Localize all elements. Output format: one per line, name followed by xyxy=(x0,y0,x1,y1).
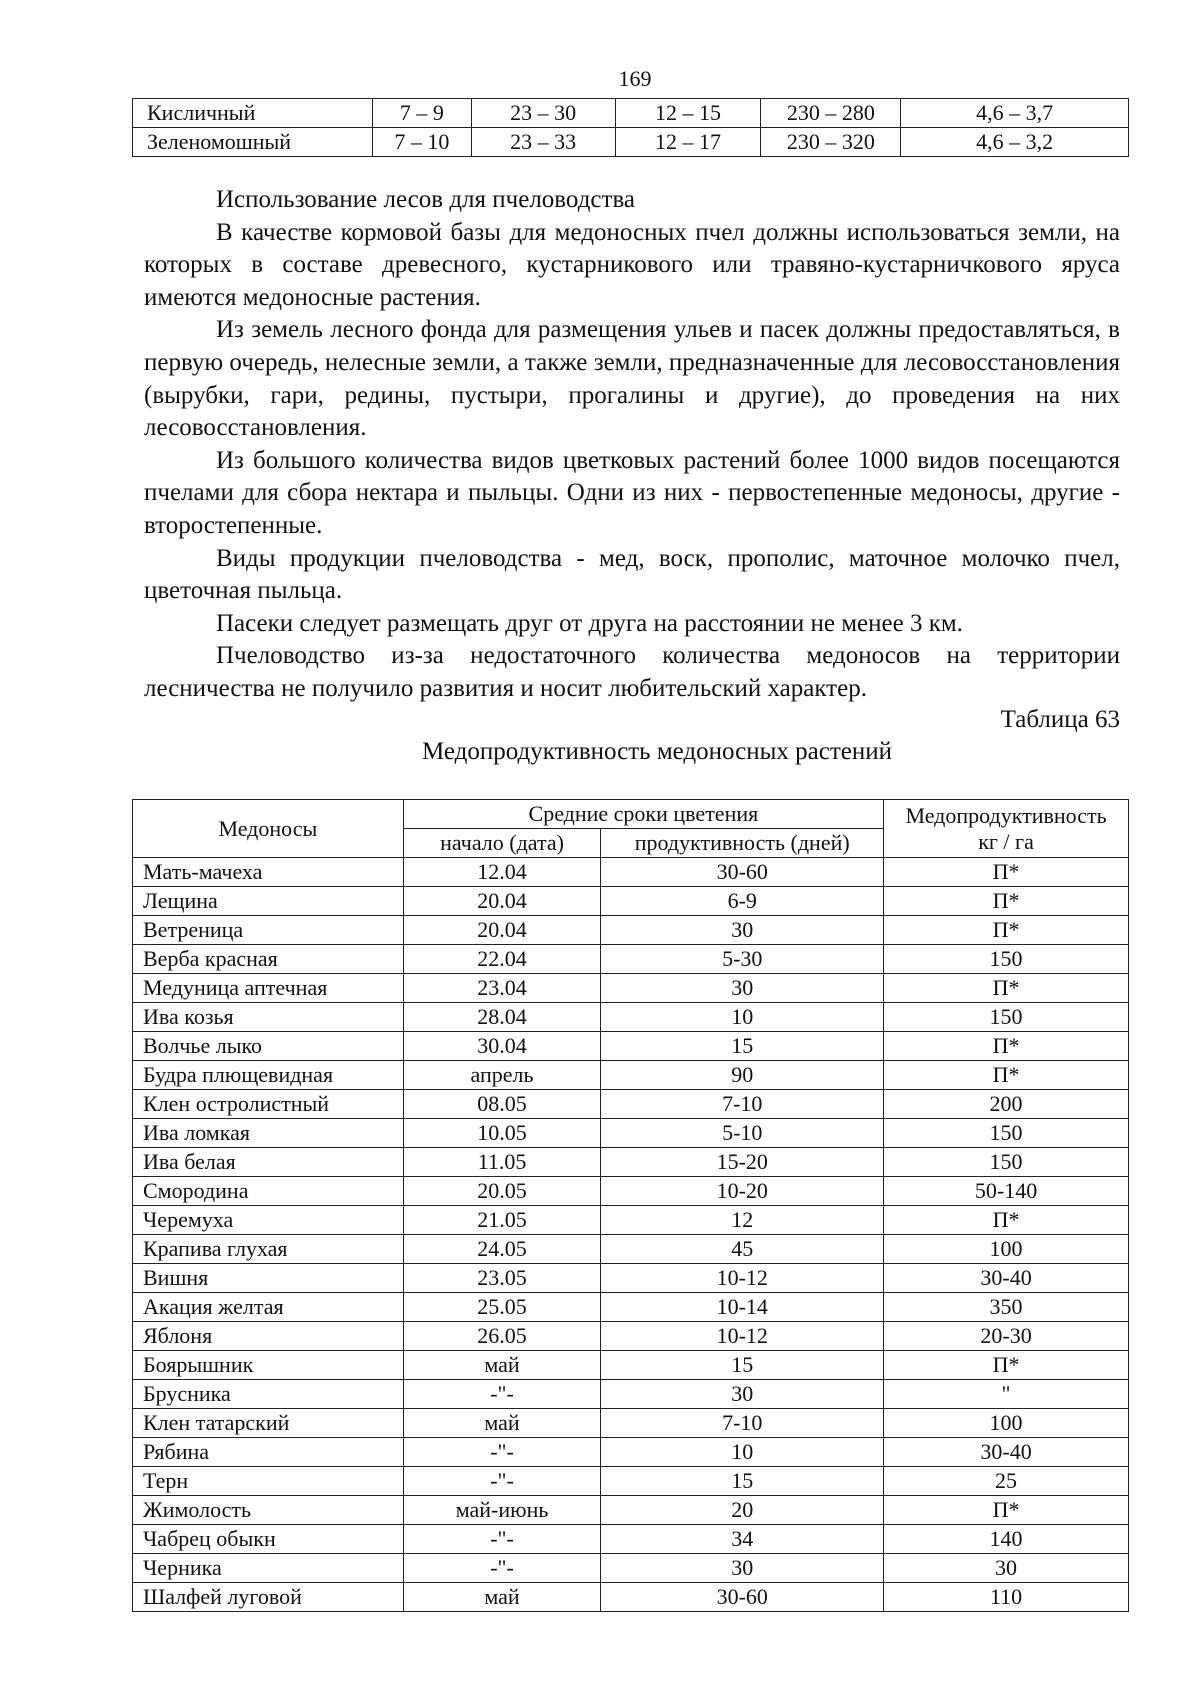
header-plants: Медоносы xyxy=(133,800,404,858)
table-cell: 30.04 xyxy=(403,1032,601,1061)
table-cell: 24.05 xyxy=(403,1235,601,1264)
table-cell: 12.04 xyxy=(403,858,601,887)
table-cell: П* xyxy=(884,1061,1129,1090)
table-cell: 7-10 xyxy=(601,1090,884,1119)
page-number: 169 xyxy=(618,66,652,91)
table-cell: 21.05 xyxy=(403,1206,601,1235)
table-cell: П* xyxy=(884,916,1129,945)
table-cell: 45 xyxy=(601,1235,884,1264)
header-start: начало (дата) xyxy=(403,829,601,858)
table-cell: 30 xyxy=(601,974,884,1003)
plant-name-cell: Ветреница xyxy=(133,916,404,945)
table-title: Медопродуктивность медоносных растений xyxy=(421,738,893,765)
plant-name-cell: Мать-мачеха xyxy=(133,858,404,887)
table-cell: 150 xyxy=(884,1119,1129,1148)
plant-name-cell: Ива белая xyxy=(133,1148,404,1177)
table-cell: 230 – 280 xyxy=(761,99,901,128)
table-cell: 20.04 xyxy=(403,887,601,916)
plant-name-cell: Брусника xyxy=(133,1380,404,1409)
plant-name-cell: Чабрец обыкн xyxy=(133,1525,404,1554)
table-row xyxy=(133,916,1129,945)
table-row xyxy=(133,1496,1129,1525)
table-cell: 7 – 10 xyxy=(372,128,471,157)
table-cell: 30-60 xyxy=(601,858,884,887)
table-row xyxy=(133,1583,1129,1612)
table-row xyxy=(133,887,1129,916)
table-cell: 15 xyxy=(601,1467,884,1496)
table-cell: 150 xyxy=(884,1003,1129,1032)
table-cell: 11.05 xyxy=(403,1148,601,1177)
table-cell: 23 – 30 xyxy=(471,99,615,128)
paragraph: Пчеловодство из-за недостаточного количества медоносов на территории лесничества не получило развития и носит любительский характер. xyxy=(144,642,1120,702)
table-cell: 30-60 xyxy=(601,1583,884,1612)
plant-name-cell: Верба красная xyxy=(133,945,404,974)
table-cell: 34 xyxy=(601,1525,884,1554)
table-cell: 110 xyxy=(884,1583,1129,1612)
table-cell: 22.04 xyxy=(403,945,601,974)
table-cell: 100 xyxy=(884,1409,1129,1438)
table-row xyxy=(133,1032,1129,1061)
table-row xyxy=(133,1409,1129,1438)
plant-name-cell: Ива козья xyxy=(133,1003,404,1032)
table-cell: 30 xyxy=(601,1380,884,1409)
table-row xyxy=(133,1119,1129,1148)
table-cell: май xyxy=(403,1583,601,1612)
table-cell: 10 xyxy=(601,1003,884,1032)
table-cell: 25.05 xyxy=(403,1293,601,1322)
plant-name-cell: Будра плющевидная xyxy=(133,1061,404,1090)
table-cell: 10-12 xyxy=(601,1322,884,1351)
table-cell: 23.04 xyxy=(403,974,601,1003)
plant-name-cell: Рябина xyxy=(133,1438,404,1467)
table-row xyxy=(133,128,1129,157)
plant-name-cell: Черника xyxy=(133,1554,404,1583)
table-cell: 20-30 xyxy=(884,1322,1129,1351)
table-cell: 5-30 xyxy=(601,945,884,974)
table-cell: 4,6 – 3,7 xyxy=(901,99,1129,128)
table-row xyxy=(133,1525,1129,1554)
table-row xyxy=(133,1293,1129,1322)
table-row xyxy=(133,1438,1129,1467)
plant-name-cell: Медуница аптечная xyxy=(133,974,404,1003)
table-cell: 230 – 320 xyxy=(761,128,901,157)
plant-name-cell: Черемуха xyxy=(133,1206,404,1235)
table-cell: П* xyxy=(884,887,1129,916)
table-row xyxy=(133,858,1129,887)
header-productivity-line2: кг / га xyxy=(978,828,1034,854)
paragraph: Пасеки следует размещать друг от друга на расстоянии не менее 3 км. xyxy=(216,609,963,637)
header-row xyxy=(133,800,1129,829)
plant-name-cell: Крапива глухая xyxy=(133,1235,404,1264)
table-cell: 10 xyxy=(601,1438,884,1467)
paragraph: Виды продукции пчеловодства - мед, воск, прополис, маточное молочко пчел, цветочная пыльца. xyxy=(144,544,1120,605)
top-table xyxy=(132,98,1129,157)
table-cell: 7-10 xyxy=(601,1409,884,1438)
table-cell: -"- xyxy=(403,1467,601,1496)
table-cell: 30-40 xyxy=(884,1438,1129,1467)
plant-name-cell: Волчье лыко xyxy=(133,1032,404,1061)
table-cell: 23 – 33 xyxy=(471,128,615,157)
table-row xyxy=(133,1467,1129,1496)
table-cell: 10-12 xyxy=(601,1264,884,1293)
table-cell: 350 xyxy=(884,1293,1129,1322)
table-row xyxy=(133,99,1129,128)
table-cell: 08.05 xyxy=(403,1090,601,1119)
table-cell: 150 xyxy=(884,1148,1129,1177)
plant-name-cell: Смородина xyxy=(133,1177,404,1206)
honey-plants-table xyxy=(132,799,1129,1612)
table-row xyxy=(133,1061,1129,1090)
table-cell: Зеленомошный xyxy=(133,128,373,157)
table-cell: 30 xyxy=(601,916,884,945)
table-row xyxy=(133,1148,1129,1177)
table-cell: 26.05 xyxy=(403,1322,601,1351)
table-cell: 10.05 xyxy=(403,1119,601,1148)
plant-name-cell: Акация желтая xyxy=(133,1293,404,1322)
table-cell: П* xyxy=(884,1032,1129,1061)
table-row xyxy=(133,1554,1129,1583)
table-cell: 5-10 xyxy=(601,1119,884,1148)
table-cell: 12 – 17 xyxy=(615,128,761,157)
table-cell: 30-40 xyxy=(884,1264,1129,1293)
table-row xyxy=(133,974,1129,1003)
table-cell: П* xyxy=(884,974,1129,1003)
table-cell: 4,6 – 3,2 xyxy=(901,128,1129,157)
table-cell: 140 xyxy=(884,1525,1129,1554)
plant-name-cell: Лещина xyxy=(133,887,404,916)
table-cell: 12 – 15 xyxy=(615,99,761,128)
table-row xyxy=(133,1322,1129,1351)
header-duration: продуктивность (дней) xyxy=(601,829,884,858)
body-text xyxy=(144,184,1120,706)
section-heading: Использование лесов для пчеловодства xyxy=(216,186,636,213)
table-cell: 20.05 xyxy=(403,1177,601,1206)
table-cell: май-июнь xyxy=(403,1496,601,1525)
header-productivity xyxy=(884,800,1129,858)
plant-name-cell: Клен остролистный xyxy=(133,1090,404,1119)
table-cell: 30 xyxy=(884,1554,1129,1583)
table-cell: 28.04 xyxy=(403,1003,601,1032)
table-cell: П* xyxy=(884,1206,1129,1235)
plant-name-cell: Боярышник xyxy=(133,1351,404,1380)
table-cell: 50-140 xyxy=(884,1177,1129,1206)
table-row xyxy=(133,1003,1129,1032)
table-row xyxy=(133,1177,1129,1206)
table-cell: " xyxy=(884,1380,1129,1409)
plant-name-cell: Ива ломкая xyxy=(133,1119,404,1148)
table-cell: 15 xyxy=(601,1032,884,1061)
plant-name-cell: Вишня xyxy=(133,1264,404,1293)
table-cell: 20.04 xyxy=(403,916,601,945)
paragraph: Из земель лесного фонда для размещения ульев и пасек должны предоставляться, в первую очередь, нелесные земли, а также земли, предназначенные для лесовосстановления (вырубки, гари, редины, пустыри, прогалины и другие), до проведения на них лесовосстановления. xyxy=(144,316,1120,442)
table-cell: -"- xyxy=(403,1380,601,1409)
table-cell: 10-14 xyxy=(601,1293,884,1322)
plant-name-cell: Жимолость xyxy=(133,1496,404,1525)
plant-name-cell: Терн xyxy=(133,1467,404,1496)
table-cell: 20 xyxy=(601,1496,884,1525)
table-cell: 150 xyxy=(884,945,1129,974)
table-row xyxy=(133,945,1129,974)
table-cell: -"- xyxy=(403,1525,601,1554)
table-row xyxy=(133,1206,1129,1235)
header-productivity-line1: Медопродуктивность xyxy=(905,802,1107,828)
table-cell: П* xyxy=(884,1496,1129,1525)
table-row xyxy=(133,1090,1129,1119)
table-cell: -"- xyxy=(403,1554,601,1583)
paragraph: В качестве кормовой базы для медоносных пчел должны использоваться земли, на которых в составе древесного, кустарникового или травяно-кустарничкового яруса имеются медоносные растения. xyxy=(144,218,1120,311)
table-cell: -"- xyxy=(403,1438,601,1467)
table-cell: 15-20 xyxy=(601,1148,884,1177)
table-cell: 6-9 xyxy=(601,887,884,916)
table-row xyxy=(133,1235,1129,1264)
plant-name-cell: Шалфей луговой xyxy=(133,1583,404,1612)
table-cell: 25 xyxy=(884,1467,1129,1496)
plant-name-cell: Клен татарский xyxy=(133,1409,404,1438)
table-cell: 90 xyxy=(601,1061,884,1090)
table-cell: Кисличный xyxy=(133,99,373,128)
table-cell: 100 xyxy=(884,1235,1129,1264)
header-flowering: Средние сроки цветения xyxy=(403,800,883,829)
table-cell: 10-20 xyxy=(601,1177,884,1206)
plant-name-cell: Яблоня xyxy=(133,1322,404,1351)
table-row xyxy=(133,1351,1129,1380)
table-cell: 23.05 xyxy=(403,1264,601,1293)
table-row xyxy=(133,1380,1129,1409)
table-cell: П* xyxy=(884,858,1129,887)
table-cell: май xyxy=(403,1409,601,1438)
table-cell: 7 – 9 xyxy=(372,99,471,128)
table-number: Таблица 63 xyxy=(1000,706,1120,733)
table-cell: 15 xyxy=(601,1351,884,1380)
paragraph: Из большого количества видов цветковых растений более 1000 видов посещаются пчелами для сбора нектара и пыльцы. Одни из них - первостепенные медоносы, другие - второстепенные. xyxy=(144,446,1120,539)
table-cell: 30 xyxy=(601,1554,884,1583)
table-cell: П* xyxy=(884,1351,1129,1380)
table-cell: май xyxy=(403,1351,601,1380)
table-cell: 12 xyxy=(601,1206,884,1235)
table-cell: апрель xyxy=(403,1061,601,1090)
table-row xyxy=(133,1264,1129,1293)
table-cell: 200 xyxy=(884,1090,1129,1119)
